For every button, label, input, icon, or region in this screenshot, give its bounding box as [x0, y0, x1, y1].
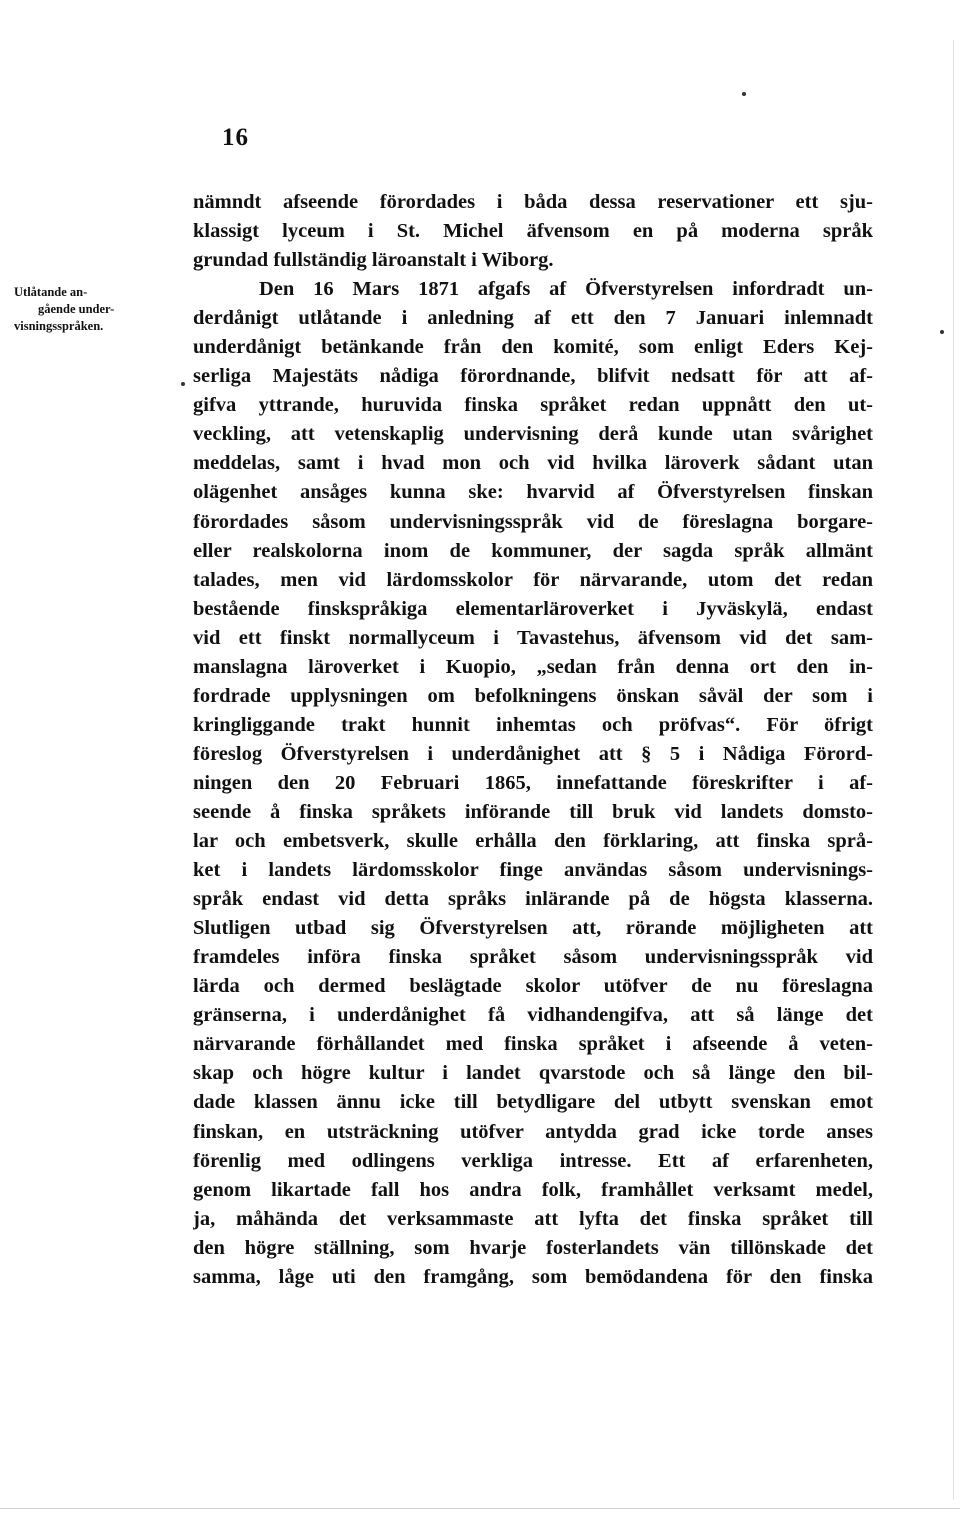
text-line: gränserna, i underdånighet få vidhandengifva, att så länge det: [193, 1004, 873, 1027]
text-line: eller realskolorna inom de kommuner, der sagda språk allmänt: [193, 539, 873, 562]
page-number: 16: [222, 124, 249, 151]
margin-note-line: visningsspråken.: [14, 319, 104, 333]
text-line: serliga Majestäts nådiga förordnande, blifvit nedsatt för att af-: [193, 365, 873, 388]
text-line: talades, men vid lärdomsskolor för närvarande, utom det redan: [193, 568, 873, 591]
text-line: klassigt lyceum i St. Michel äfvensom en på moderna språk: [193, 220, 873, 243]
text-line: Den 16 Mars 1871 afgafs af Öfverstyrelsen infordradt un-: [259, 278, 873, 301]
margin-note: [14, 284, 186, 335]
text-line: den högre ställning, som hvarje fosterlandets vän tillönskade det: [193, 1236, 873, 1259]
margin-note-line: Utlåtande an-: [14, 285, 88, 299]
text-line: dade klassen ännu icke till betydligare del utbytt svenskan emot: [193, 1091, 873, 1114]
text-line: ja, måhända det verksammaste att lyfta det finska språket till: [193, 1207, 873, 1230]
text-line: derdånigt utlåtande i anledning af ett den 7 Januari inlemnadt: [193, 307, 873, 330]
margin-note-line: gående under-: [38, 302, 115, 316]
text-line: samma, låge uti den framgång, som bemödandena för den finska: [193, 1265, 873, 1288]
scan-bottom-line: [0, 1508, 960, 1509]
text-line: språk endast vid detta språks inlärande på de högsta klasserna.: [193, 888, 873, 911]
text-line: närvarande förhållandet med finska språket i afseende å veten-: [193, 1033, 873, 1056]
text-line: genom likartade fall hos andra folk, framhållet verksamt medel,: [193, 1178, 873, 1201]
text-line: lärda och dermed beslägtade skolor utöfver de nu föreslagna: [193, 975, 873, 998]
body-text: [193, 188, 873, 1292]
scan-speck: [742, 92, 746, 96]
text-line: vid ett finskt normallyceum i Tavastehus, äfvensom vid det sam-: [193, 626, 873, 649]
text-line: bestående finskspråkiga elementarläroverket i Jyväskylä, endast: [193, 597, 873, 620]
text-line: grundad fullständig läroanstalt i Wiborg.: [193, 249, 554, 272]
text-line: föreslog Öfverstyrelsen i underdånighet att § 5 i Nådiga Förord-: [193, 742, 873, 765]
text-line: ningen den 20 Februari 1865, innefattande föreskrifter i af-: [193, 771, 873, 794]
text-line: gifva yttrande, huruvida finska språket redan uppnått den ut-: [193, 394, 873, 417]
scan-edge-line: [953, 40, 954, 1500]
text-line: framdeles införa finska språket såsom undervisningsspråk vid: [193, 946, 873, 969]
text-line: förordades såsom undervisningsspråk vid de föreslagna borgare-: [193, 510, 873, 533]
text-line: kringliggande trakt hunnit inhemtas och pröfvas“. För öfrigt: [193, 713, 873, 736]
scan-speck: [181, 382, 185, 386]
text-line: nämndt afseende förordades i båda dessa reservationer ett sju-: [193, 191, 873, 213]
text-line: underdånigt betänkande från den komité, som enligt Eders Kej-: [193, 336, 873, 359]
text-line: skap och högre kultur i landet qvarstode och så länge den bil-: [193, 1062, 873, 1085]
scan-speck: [940, 330, 944, 334]
text-line: manslagna läroverket i Kuopio, „sedan från denna ort den in-: [193, 655, 873, 678]
text-line: fordrade upplysningen om befolkningens önskan såväl der som i: [193, 684, 873, 707]
text-line: veckling, att vetenskaplig undervisning derå kunde utan svårighet: [193, 423, 873, 446]
text-line: lar och embetsverk, skulle erhålla den förklaring, att finska språ-: [193, 830, 873, 853]
text-line: olägenhet ansåges kunna ske: hvarvid af Öfverstyrelsen finskan: [193, 481, 873, 504]
text-line: ket i landets lärdomsskolor finge användas såsom undervisnings-: [193, 859, 873, 882]
text-line: Slutligen utbad sig Öfverstyrelsen att, rörande möjligheten att: [193, 917, 873, 940]
text-line: seende å finska språkets införande till bruk vid landets domsto-: [193, 800, 873, 823]
text-line: förenlig med odlingens verkliga intresse. Ett af erfarenheten,: [193, 1149, 873, 1172]
text-line: meddelas, samt i hvad mon och vid hvilka läroverk sådant utan: [193, 452, 873, 475]
text-line: finskan, en utsträckning utöfver antydda grad icke torde anses: [193, 1120, 873, 1143]
